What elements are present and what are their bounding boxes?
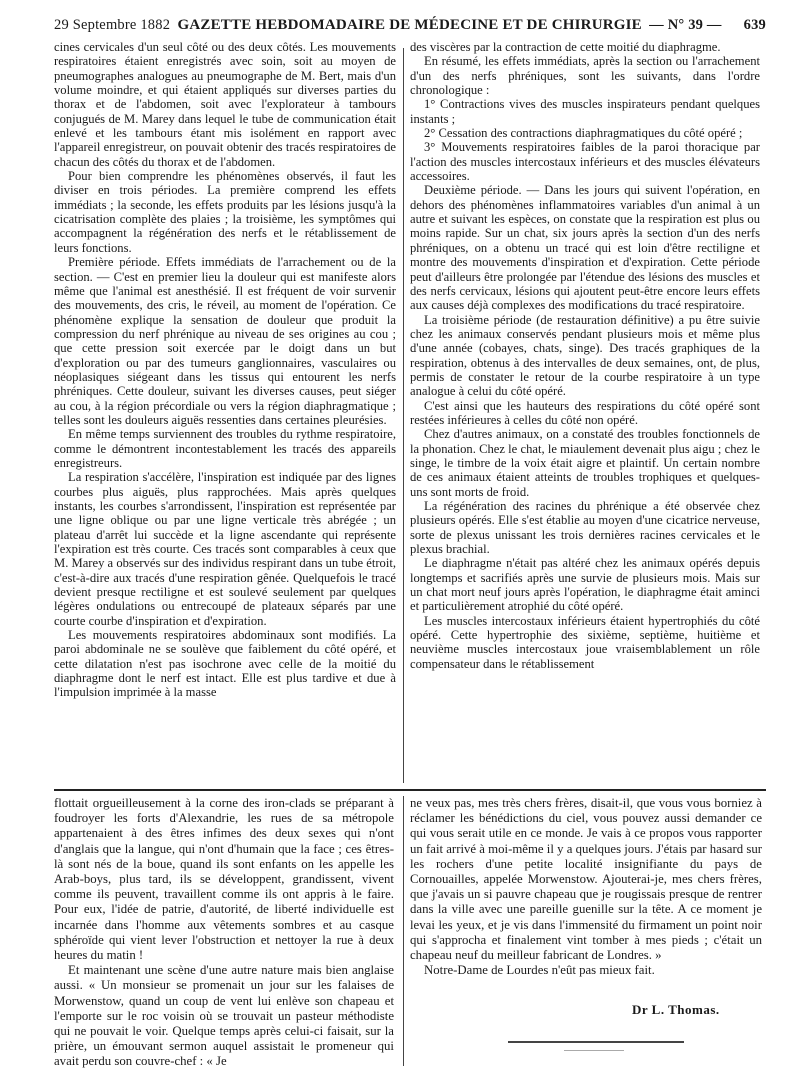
lower-left-column xyxy=(54,796,394,1071)
paragraph: Les muscles intercostaux inférieurs étaient hypertrophiés du côté opéré. Cette hypertrophie des sixième, septième, huitième et neuvième muscles intercostaux joue vraisemblablement un rôle compensateur dans le rétablissement xyxy=(410,613,760,671)
paragraph: La respiration s'accélère, l'inspiration est indiquée par des lignes courbes plus aiguës, plus rapprochées. Mais après quelques instants, les courbes s'arrondissent, l'inspiration est représentée par une ligne oblique ou par une ligne verticale très abrégée ; un plateau d'arrêt lui succède et la ligne ascendante qui représente l'expiration est très courte. Ces tracés sont comparables à ceux que M. Marey a observés sur des individus respirant dans un tube étroit, c'est-à-dire aux tracés d'une respiration gênée. Quelquefois le tracé devient presque rectiligne et est soulevé seulement par quelques légères ondulations ou entrecoupé de plateaux séparés par une courte courbe d'inspiration et d'expiration. xyxy=(54,470,396,628)
journal-title: GAZETTE HEBDOMADAIRE DE MÉDECINE ET DE CHIRURGIE xyxy=(177,16,642,33)
author-signature: Dr L. Thomas. xyxy=(632,1002,720,1017)
paragraph: Le diaphragme n'était pas altéré chez les animaux opérés depuis longtemps et sacrifiés après une survie de plusieurs mois. Mais sur un chat mort neuf jours après l'opération, le diaphragme était aminci et particulièrement atrophié du côté opéré. xyxy=(410,556,760,614)
issue-number: — N° 39 — xyxy=(649,16,722,33)
paragraph: En même temps surviennent des troubles du rythme respiratoire, comme le démontrent incontestablement les tracés des appareils enregistreurs. xyxy=(54,427,396,470)
column-divider xyxy=(403,796,404,1066)
list-item: 1° Contractions vives des muscles inspirateurs pendant quelques instants ; xyxy=(410,97,760,126)
paragraph: cines cervicales d'un seul côté ou des deux côtés. Les mouvements respiratoires étaient enregistrés avec soin, soit au moyen de pneumographes analogues au pneumographe de M. Bert, mais d'un volume moindre, et qui étaient appliqués sur diverses parties du thorax et de l'abdomen, soit avec l'explorateur à tambours conjugués de M. Marey dans lequel le tube de communication était enlevé et les tambours étant mis isolément en rapport avec l'appareil enregistreur, on pouvait obtenir des tracés respiratoires de chacun des côtés du thorax et de l'abdomen. xyxy=(54,40,396,169)
paragraph: Deuxième période. — Dans les jours qui suivent l'opération, en dehors des phénomènes inflammatoires variables d'un animal à un autre et suivant les espèces, on constate que la respiration est plus ou moins rapide. Sur un chat, six jours après la section d'un des nerfs phréniques, on a obtenu un tracé qui est loin d'être rectiligne et montre des mouvements d'inspiration et d'expiration. Cette période peut d'ailleurs être prolongée par l'étendue des lésions des muscles et des nerfs cervicaux, lésions qui ajoutent peut-être encore leurs effets aux causes déjà complexes des modifications du tracé respiratoire. xyxy=(410,183,760,313)
section-divider xyxy=(54,789,766,791)
list-item: 2° Cessation des contractions diaphragmatiques du côté opéré ; xyxy=(424,126,743,141)
page-number: 639 xyxy=(743,16,766,33)
end-ornament xyxy=(564,1050,624,1051)
header-date: 29 Septembre 1882 xyxy=(54,16,171,33)
paragraph: La troisième période (de restauration définitive) a pu être suivie chez les animaux conservés pendant plusieurs mois et même plus d'une année (cobayes, chats, singe). Des tracés graphiques de la respiration, obtenus à des intervalles de deux semaines, ont, de plus, permis de constater le retour de la courbe respiratoire à un type analogue à celui du côté opéré. xyxy=(410,312,760,399)
paragraph: En résumé, les effets immédiats, après la section ou l'arrachement d'un des nerfs phréniques, sont les suivants, dans l'ordre chronologique : xyxy=(410,54,760,98)
paragraph: La régénération des racines du phrénique a été observée chez plusieurs opérés. Elle s'est établie au moyen d'une cicatrice nerveuse, sorte de plexus unissant les trois dernières racines cervicales et le plexus brachial. xyxy=(410,499,760,557)
header-right xyxy=(649,17,766,34)
paragraph: C'est ainsi que les hauteurs des respirations du côté opéré sont restées inférieures à celles du côté non opéré. xyxy=(410,398,760,427)
paragraph: Notre-Dame de Lourdes n'eût pas mieux fait. xyxy=(424,963,655,978)
end-rule xyxy=(508,1041,684,1043)
column-divider xyxy=(403,48,404,783)
paragraph: Première période. Effets immédiats de l'arrachement ou de la section. — C'est en premier lieu la douleur qui est manifeste alors même que l'animal est anesthésié. Il est fréquent de voir survenir des mouvements, des cris, le réveil, au moment de l'opération. Ce phénomène explique la sensation de douleur que produit la compression du nerf phrénique au niveau de ses origines au cou ; que cette pression soit exercée par le doigt dans un but d'exploration ou par des tumeurs ganglionnaires, vasculaires ou néoplasiques siégeant dans les tissus qui entourent les nerfs phréniques. Cette douleur, suivant les diverses causes, peut siéger au cou, à la région précordiale ou vers la région diaphragmatique ; telles sont les douleurs aiguës ressenties dans certaines pleurésies. xyxy=(54,255,396,427)
paragraph: Les mouvements respiratoires abdominaux sont modifiés. La paroi abdominale ne se soulève que faiblement du côté opéré, et cette dilatation n'est pas isochrone avec celle de la moitié du diaphragme dont le nerf est intact. Elle est plus tardive et due à l'impulsion imprimée à la masse xyxy=(54,628,396,700)
paragraph: Pour bien comprendre les phénomènes observés, il faut les diviser en trois périodes. La première comprend les effets immédiats ; la seconde, les effets produits par les lésions jusqu'à la cicatrisation complète des plaies ; la troisième, les symptômes qui accompagnent la régénération des nerfs et le rétablissement de leurs fonctions. xyxy=(54,169,396,255)
paragraph: des viscères par la contraction de cette moitié du diaphragme. xyxy=(410,40,721,54)
paragraph: Chez d'autres animaux, on a constaté des troubles fonctionnels de la phonation. Chez le chat, le miaulement devenait plus aigu ; chez le singe, le timbre de la voix était aigre et plaintif. Un certain nombre de ces animaux étaient atteints de troubles trophiques et quelques-uns sont morts de froid. xyxy=(410,427,760,499)
paragraph: flottait orgueilleusement à la corne des iron-clads se préparant à foudroyer les forts d'Alexandrie, les rues de sa métropole appartenaient à des êtres infimes des deux sexes qui n'ont d'anglais que la langue, qui n'ont d'humain que la face ; ces êtres-là sont nés de la boue, quand ils sont enfants on les appelle les Arab-boys, plus tard, ils se développent, grandissent, vivent comme ils peuvent, travaillent comme ils ont appris à le faire. Pour eux, l'idée de patrie, d'autorité, de liberté individuelle est incarnée dans l'homme aux vêtements sombres et au casque sphéroïde qui vient lever l'obstruction et nettoyer la rue à deux heures du matin ! xyxy=(54,796,394,963)
paragraph: ne veux pas, mes très chers frères, disait-il, que vous vous borniez à réclamer les bénédictions du ciel, vous pouvez aussi demander ce qui vous serait utile en ce monde. Je vais à ce propos vous rapporter un fait arrivé à moi-même il y a quelques jours. J'étais par hasard sur les rochers d'une petite localité insignifiante du pays de Cornouailles, appelée Morwenstow. Ajouterai-je, mes chers frères, que j'avais un si pauvre chapeau que je rougissais presque de rentrer dans la ville avec une pareille guenille sur la tête. A ce moment je levai les yeux, et je vis dans l'immensité du firmament un point noir qui s'approcha et finalement vint tomber à mes pieds ; c'était un chapeau neuf du meilleur fabricant de Londres. » xyxy=(410,796,762,963)
upper-right-column xyxy=(410,40,760,785)
upper-left-column xyxy=(54,40,396,785)
running-header xyxy=(54,12,766,38)
list-item: 3° Mouvements respiratoires faibles de la paroi thoracique par l'action des muscles intercostaux inférieurs et des muscles élévateurs accessoires. xyxy=(410,140,760,184)
paragraph: Et maintenant une scène d'une autre nature mais bien anglaise aussi. « Un monsieur se promenait un jour sur les falaises de Morwenstow, quand un coup de vent lui enlève son chapeau et l'emporte sur le roc voisin où se trouvait un pasteur méthodiste qui ne pouvait le voir. Quelque temps après celui-ci faisait, sur la prière, un émouvant sermon auquel assistait le promeneur qui avait perdu son couvre-chef : « Je xyxy=(54,963,394,1069)
